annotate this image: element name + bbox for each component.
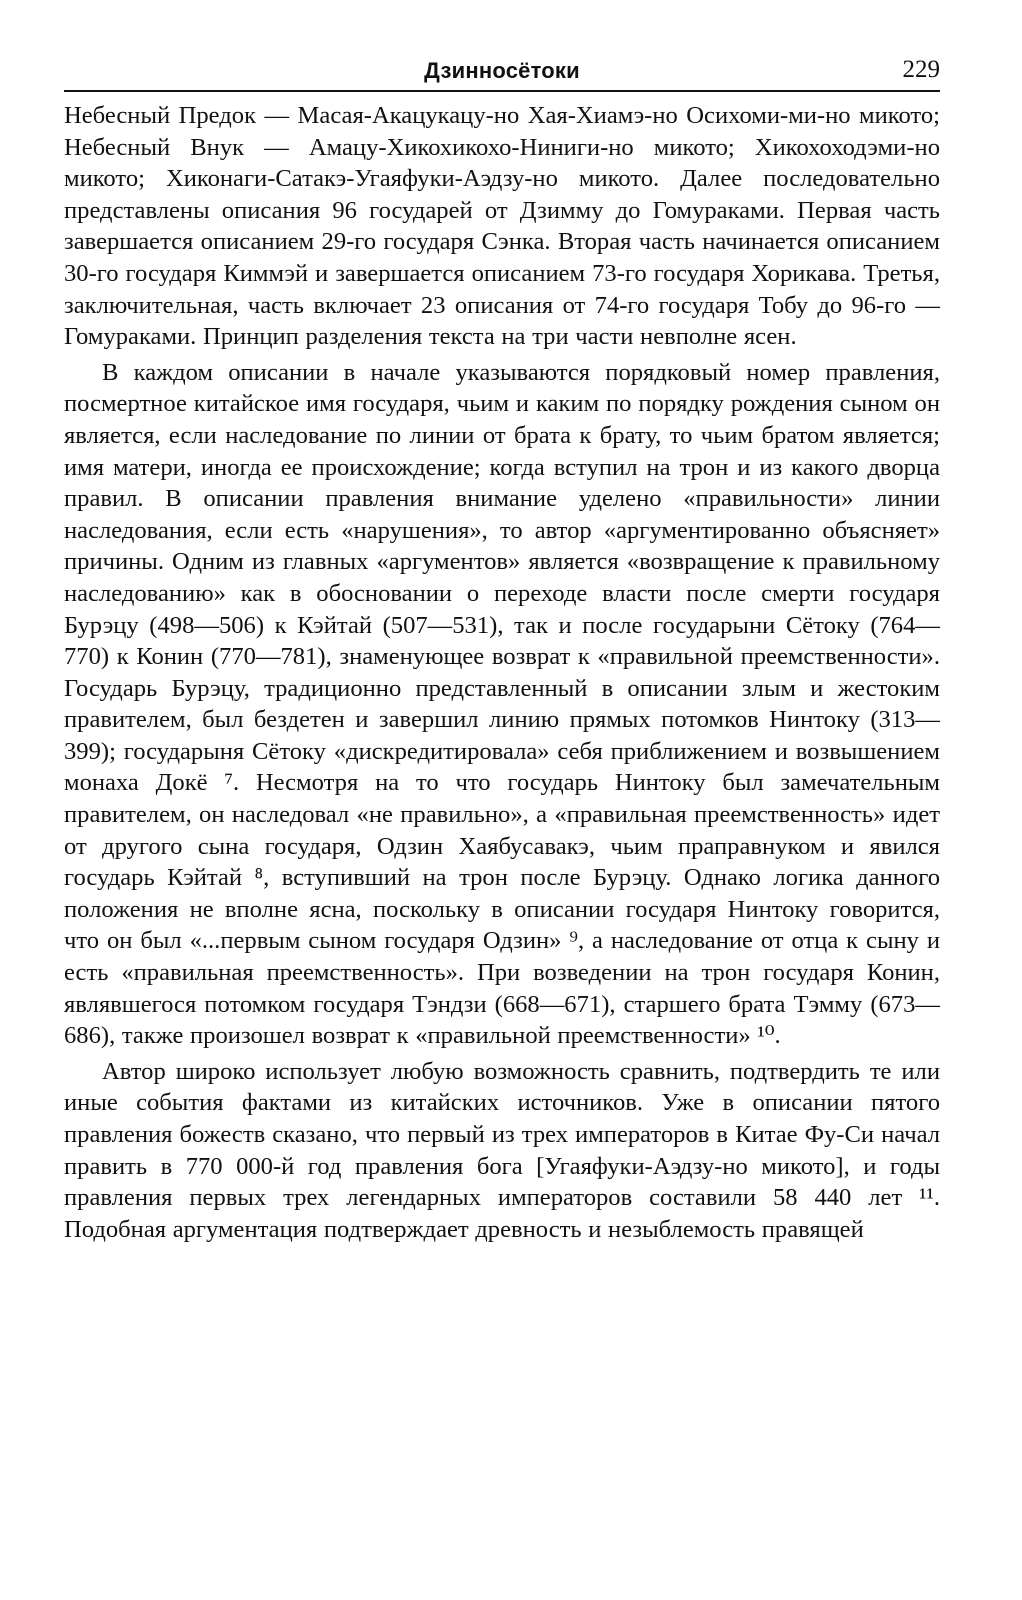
paragraph-1: Небесный Предок — Масая-Акацукацу-но Хая-Хиамэ-но Осихоми-ми-но микото; Небесный Внук — Амацу-Хикохикохо-Ниниги-но микото; Хикохоходэми-но микото; Хиконаги-Сатакэ-Угаяфуки-Аэдзу-но микото. Далее последовательно представлены описания 96 государей от Дзимму до Гомураками. Первая часть завершается описанием 29-го государя Сэнка. Вторая часть начинается описанием 30-го государя Киммэй и завершается описанием 73-го государя Хорикава. Третья, заключительная, часть включает 23 описания от 74-го государя Тобу до 96-го — Гомураками. Принцип разделения текста на три части невполне ясен.	[64, 102, 940, 351]
running-head	[64, 52, 940, 92]
paragraph-2: В каждом описании в начале указываются порядковый номер правления, посмертное китайское имя государя, чьим и каким по порядку рождения сыном он является, если наследование по линии от брата к брату, то чьим братом является; имя матери, иногда ее происхождение; когда вступил на трон и из какого дворца правил. В описании правления внимание уделено «правильности» линии наследования, если есть «нарушения», то автор «аргументированно объясняет» причины. Одним из главных «аргументов» является «возвращение к правильному наследованию» как в обосновании о переходе власти после смерти государя Бурэцу (498—506) к Кэйтай (507—531), так и после государыни Сётоку (764—770) к Конин (770—781), знаменующее возврат к «правильной преемственности». Государь Бурэцу, традиционно представленный в описании злым и жестоким правителем, был бездетен и завершил линию прямых потомков Нинтоку (313—399); государыня Сётоку «дискредитировала» себя приближением и возвышением монаха Докё ⁷. Несмотря на то что государь Нинтоку был замечательным правителем, он наследовал «не правильно», а «правильная преемственность» идет от другого сына государя, Одзин Хаябусавакэ, чьим праправнуком и явился государь Кэйтай ⁸, вступивший на трон после Бурэцу. Однако логика данного положения не вполне ясна, поскольку в описании государя Нинтоку говорится, что он был «...первым сыном государя Одзин» ⁹, а наследование от отца к сыну и есть «правильная преемственность». При возведении на трон государя Конин, являвшегося потомком государя Тэндзи (668—671), старшего брата Тэмму (673—686), также произошел возврат к «правильной преемственности» ¹⁰.	[64, 358, 940, 1050]
page-number: 229	[902, 56, 940, 83]
book-page	[64, 52, 940, 1245]
body-text	[64, 100, 940, 1245]
running-title: Дзинносётоки	[424, 58, 580, 83]
paragraph-3: Автор широко использует любую возможность сравнить, подтвердить те или иные события фактами из китайских источников. Уже в описании пятого правления божеств сказано, что первый из трех императоров в Китае Фу-Си начал править в 770 000-й год правления бога [Угаяфуки-Аэдзу-но микото], и годы правления первых трех легендарных императоров составили 58 440 лет ¹¹. Подобная аргументация подтверждает древность и незыблемость правящей	[64, 1057, 940, 1243]
